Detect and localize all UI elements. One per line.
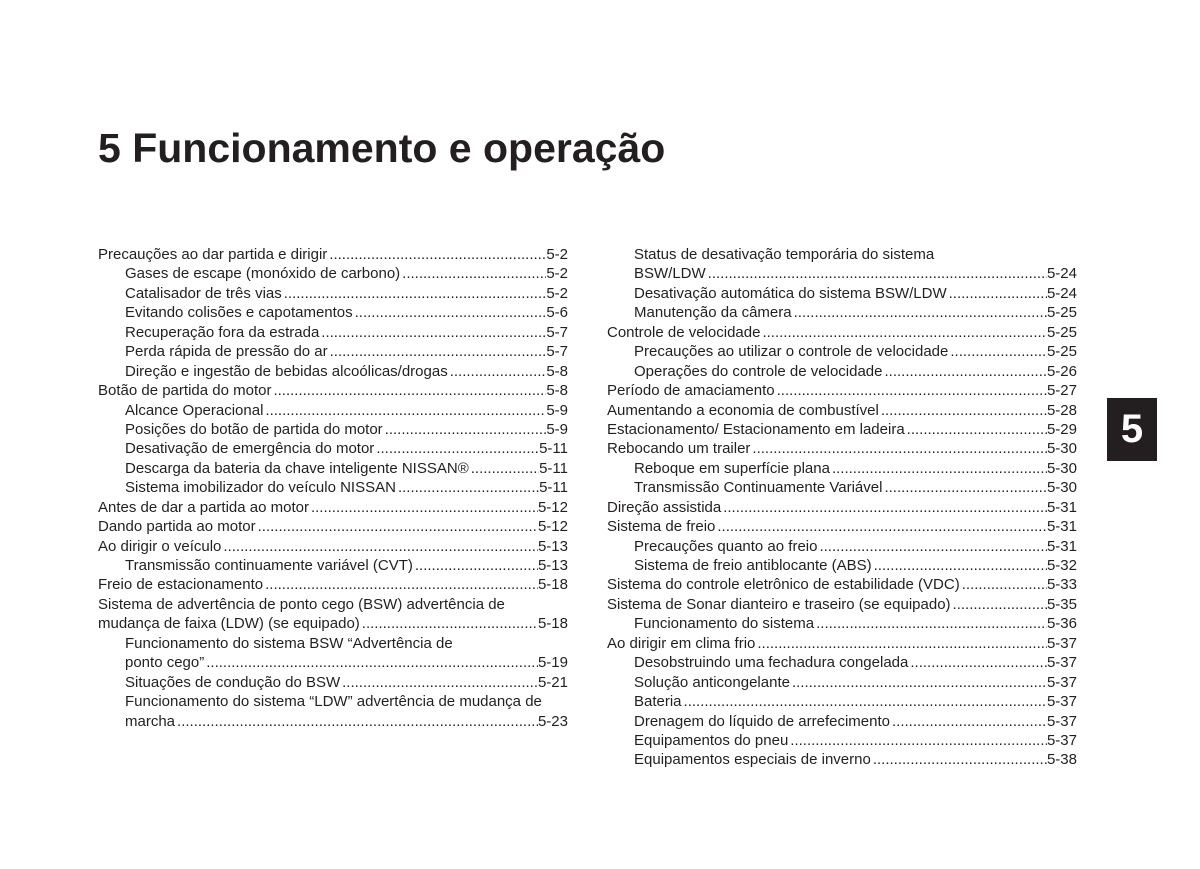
toc-dot-leader — [282, 284, 547, 303]
toc-page-number: 5-19 — [537, 654, 568, 672]
toc-entry — [607, 401, 1077, 420]
toc-entry-title: Direção assistida — [607, 498, 722, 516]
toc-page-number: 5-29 — [1046, 420, 1077, 438]
toc-page-number: 5-7 — [546, 343, 568, 361]
toc-entry-title: Evitando colisões e capotamentos — [125, 304, 353, 322]
toc-entry-title: Sistema de freio antiblocante (ABS) — [634, 557, 872, 574]
toc-entry — [98, 420, 568, 439]
toc-entry-title: Sistema imobilizador do veículo NISSAN — [125, 479, 396, 497]
toc-entry-title: Equipamentos do pneu — [634, 731, 789, 749]
toc-entry-title: Drenagem do líquido de arrefecimento — [634, 712, 890, 730]
toc-dot-leader — [788, 731, 1047, 750]
toc-entry — [607, 323, 1077, 342]
toc-dot-leader — [750, 439, 1047, 458]
chapter-tab: 5 — [1107, 398, 1157, 461]
toc-entry-title: Ao dirigir o veículo — [98, 537, 222, 555]
toc-page-number: 5-25 — [1046, 343, 1077, 361]
toc-entry-title: Direção e ingestão de bebidas alcoólicas/drogas — [125, 362, 448, 380]
toc-dot-leader — [340, 673, 538, 692]
toc-entry — [98, 634, 568, 653]
toc-entry-title: Desativação de emergência do motor — [125, 440, 375, 458]
toc-entry — [607, 556, 1077, 575]
toc-page-number: 5-12 — [537, 518, 568, 536]
toc-entry — [98, 342, 568, 361]
toc-entry-title: Reboque em superfície plana — [634, 459, 830, 477]
toc-entry — [607, 595, 1077, 614]
toc-entry — [607, 634, 1077, 653]
toc-entry — [98, 537, 568, 556]
toc-entry-title: Alcance Operacional — [125, 401, 264, 419]
toc-entry — [607, 439, 1077, 458]
toc-page-number: 5-37 — [1046, 693, 1077, 711]
toc-entry-title: BSW/LDW — [634, 265, 706, 283]
toc-dot-leader — [383, 420, 547, 439]
toc-column-right — [607, 245, 1077, 770]
toc-entry — [98, 498, 568, 517]
toc-page-number: 5-7 — [546, 323, 568, 341]
toc-entry — [607, 731, 1077, 750]
toc-entry — [98, 362, 568, 381]
toc-page-number: 5-12 — [537, 498, 568, 516]
toc-dot-leader — [908, 653, 1047, 672]
toc-entry — [98, 245, 568, 264]
toc-page-number: 5-31 — [1046, 518, 1077, 536]
toc-dot-leader — [328, 342, 547, 361]
toc-page-number: 5-37 — [1046, 634, 1077, 652]
toc-entry — [607, 673, 1077, 692]
toc-page-number: 5-11 — [539, 479, 568, 497]
toc-dot-leader — [448, 362, 547, 381]
toc-page-number: 5-9 — [546, 401, 568, 419]
toc-page-number: 5-37 — [1046, 712, 1077, 730]
toc-page-number: 5-21 — [537, 673, 568, 691]
toc-entry-title: Transmissão continuamente variável (CVT) — [125, 557, 413, 574]
toc-entry — [98, 401, 568, 420]
toc-dot-leader — [905, 420, 1047, 439]
toc-page-number: 5-8 — [546, 362, 568, 380]
toc-dot-leader — [271, 381, 546, 400]
toc-page-number: 5-36 — [1046, 615, 1077, 633]
toc-dot-leader — [263, 575, 538, 594]
toc-entry — [607, 420, 1077, 439]
toc-page-number: 5-32 — [1046, 557, 1077, 574]
toc-page-number: 5-2 — [546, 246, 568, 263]
toc-page-number: 5-31 — [1046, 537, 1077, 555]
toc-entry-title: Catalisador de três vias — [125, 284, 282, 302]
toc-dot-leader — [175, 712, 538, 731]
toc-entry — [607, 362, 1077, 381]
toc-entry — [98, 595, 568, 614]
toc-page-number: 5-24 — [1046, 265, 1077, 283]
toc-entry — [607, 284, 1077, 303]
toc-dot-leader — [682, 692, 1047, 711]
toc-page-number: 5-13 — [537, 537, 568, 555]
toc-entry-title: Freio de estacionamento — [98, 576, 264, 594]
toc-page-number: 5-11 — [539, 440, 568, 458]
toc-entry-title: Sistema do controle eletrônico de estabilidade (VDC) — [607, 576, 960, 594]
toc-entry-title: Funcionamento do sistema — [634, 615, 815, 633]
toc-entry-title: Descarga da bateria da chave inteligente NISSAN® — [125, 459, 469, 477]
toc-entry-title: Estacionamento/ Estacionamento em ladeira — [607, 420, 905, 438]
toc-entry — [607, 692, 1077, 711]
toc-page-number: 5-18 — [537, 576, 568, 594]
toc-entry-title: Posições do botão de partida do motor — [125, 420, 383, 438]
toc-dot-leader — [413, 556, 538, 575]
toc-entry — [607, 653, 1077, 672]
toc-entry-title: ponto cego” — [125, 654, 205, 672]
toc-entry-title: Aumentando a economia de combustível — [607, 401, 879, 419]
toc-page-number: 5-18 — [537, 615, 568, 633]
toc-entry — [607, 245, 1077, 264]
toc-entry-title: Sistema de advertência de ponto cego (BSW) advertência de — [98, 595, 505, 613]
toc-entry — [607, 303, 1077, 322]
toc-entry — [607, 712, 1077, 731]
toc-entry — [607, 381, 1077, 400]
toc-page-number: 5-33 — [1046, 576, 1077, 594]
toc-dot-leader — [715, 517, 1047, 536]
toc-page-number: 5-37 — [1046, 673, 1077, 691]
toc-column-left — [98, 245, 568, 731]
toc-entry — [98, 381, 568, 400]
toc-entry — [98, 712, 568, 731]
toc-dot-leader — [814, 614, 1047, 633]
toc-dot-leader — [792, 303, 1047, 322]
toc-entry — [607, 478, 1077, 497]
toc-entry — [607, 264, 1077, 283]
toc-page-number: 5-9 — [546, 420, 568, 438]
toc-entry — [98, 653, 568, 672]
toc-page-number: 5-30 — [1046, 479, 1077, 497]
toc-dot-leader — [374, 439, 539, 458]
toc-entry-title: Desativação automática do sistema BSW/LDW — [634, 284, 947, 302]
toc-entry-title: marcha — [125, 712, 176, 730]
toc-entry-title: mudança de faixa (LDW) (se equipado) — [98, 615, 360, 633]
toc-dot-leader — [204, 653, 538, 672]
toc-page-number: 5-31 — [1046, 498, 1077, 516]
toc-entry-title: Bateria — [634, 693, 682, 711]
toc-entry — [607, 342, 1077, 361]
toc-dot-leader — [883, 362, 1047, 381]
toc-entry-title: Sistema de freio — [607, 518, 716, 536]
toc-entry-title: Transmissão Continuamente Variável — [634, 479, 883, 497]
toc-entry — [98, 673, 568, 692]
toc-entry-title: Período de amaciamento — [607, 382, 775, 400]
toc-entry — [98, 439, 568, 458]
toc-entry-title: Precauções quanto ao freio — [634, 537, 818, 555]
toc-dot-leader — [871, 750, 1047, 769]
toc-page-number: 5-6 — [546, 304, 568, 322]
toc-page-number: 5-30 — [1046, 440, 1077, 458]
toc-dot-leader — [960, 575, 1047, 594]
toc-dot-leader — [755, 634, 1047, 653]
toc-dot-leader — [721, 498, 1047, 517]
toc-entry-title: Desobstruindo uma fechadura congelada — [634, 654, 909, 672]
toc-page-number: 5-8 — [546, 382, 568, 400]
toc-page-number: 5-11 — [539, 459, 568, 477]
toc-entry — [98, 478, 568, 497]
toc-entry — [607, 459, 1077, 478]
toc-entry-title: Funcionamento do sistema “LDW” advertência de mudança de — [125, 693, 542, 711]
toc-entry-title: Status de desativação temporária do sistema — [634, 246, 935, 263]
toc-entry-title: Operações do controle de velocidade — [634, 362, 883, 380]
toc-page-number: 5-37 — [1046, 731, 1077, 749]
toc-dot-leader — [400, 264, 546, 283]
toc-page-number: 5-35 — [1046, 595, 1077, 613]
toc-entry — [607, 575, 1077, 594]
toc-dot-leader — [882, 478, 1047, 497]
toc-entry — [607, 614, 1077, 633]
toc-entry — [98, 459, 568, 478]
toc-page-number: 5-25 — [1046, 304, 1077, 322]
toc-entry-title: Sistema de Sonar dianteiro e traseiro (se equipado) — [607, 595, 951, 613]
toc-page-number: 5-27 — [1046, 382, 1077, 400]
toc-dot-leader — [309, 498, 538, 517]
toc-page-number: 5-30 — [1046, 459, 1077, 477]
toc-entry-title: Situações de condução do BSW — [125, 673, 341, 691]
toc-page-number: 5-23 — [537, 712, 568, 730]
toc-entry — [98, 575, 568, 594]
toc-entry-title: Precauções ao utilizar o controle de velocidade — [634, 343, 949, 361]
toc-dot-leader — [319, 323, 546, 342]
toc-entry — [98, 284, 568, 303]
toc-entry-title: Dando partida ao motor — [98, 518, 256, 536]
toc-entry-title: Precauções ao dar partida e dirigir — [98, 246, 328, 263]
toc-dot-leader — [872, 556, 1047, 575]
toc-entry — [98, 323, 568, 342]
toc-entry-title: Antes de dar a partida ao motor — [98, 498, 309, 516]
toc-entry — [607, 498, 1077, 517]
toc-dot-leader — [221, 537, 538, 556]
toc-dot-leader — [830, 459, 1047, 478]
toc-entry — [607, 537, 1077, 556]
toc-entry — [98, 517, 568, 536]
toc-entry-title: Equipamentos especiais de inverno — [634, 751, 871, 769]
toc-dot-leader — [760, 323, 1047, 342]
toc-entry-title: Rebocando um trailer — [607, 440, 751, 458]
toc-dot-leader — [263, 401, 546, 420]
toc-dot-leader — [790, 673, 1047, 692]
toc-dot-leader — [890, 712, 1047, 731]
toc-dot-leader — [947, 284, 1047, 303]
toc-entry — [98, 264, 568, 283]
toc-dot-leader — [256, 517, 538, 536]
toc-entry — [98, 692, 568, 711]
toc-entry — [98, 556, 568, 575]
toc-entry-title: Manutenção da câmera — [634, 304, 792, 322]
toc-dot-leader — [775, 381, 1047, 400]
toc-dot-leader — [879, 401, 1047, 420]
toc-dot-leader — [353, 303, 547, 322]
toc-dot-leader — [706, 264, 1047, 283]
toc-entry-title: Recuperação fora da estrada — [125, 323, 320, 341]
toc-entry — [98, 303, 568, 322]
toc-dot-leader — [951, 595, 1047, 614]
toc-entry — [607, 750, 1077, 769]
toc-dot-leader — [469, 459, 539, 478]
toc-page-number: 5-37 — [1046, 654, 1077, 672]
toc-dot-leader — [396, 478, 539, 497]
toc-entry-title: Gases de escape (monóxido de carbono) — [125, 265, 401, 283]
toc-page-number: 5-2 — [546, 265, 568, 283]
toc-page-number: 5-2 — [546, 284, 568, 302]
toc-entry-title: Controle de velocidade — [607, 323, 761, 341]
toc-page-number: 5-13 — [537, 557, 568, 574]
toc-entry — [98, 614, 568, 633]
toc-entry-title: Botão de partida do motor — [98, 382, 272, 400]
toc-page-number: 5-24 — [1046, 284, 1077, 302]
toc-dot-leader — [948, 342, 1047, 361]
toc-page-number: 5-26 — [1046, 362, 1077, 380]
toc-dot-leader — [327, 245, 546, 264]
toc-page-number: 5-25 — [1046, 323, 1077, 341]
toc-entry-title: Funcionamento do sistema BSW “Advertência de — [125, 634, 453, 652]
toc-dot-leader — [817, 537, 1047, 556]
toc-entry-title: Solução anticongelante — [634, 673, 790, 691]
toc-dot-leader — [360, 614, 538, 633]
toc-entry-title: Ao dirigir em clima frio — [607, 634, 756, 652]
chapter-title: 5 Funcionamento e operação — [98, 125, 666, 171]
toc-entry — [607, 517, 1077, 536]
toc-page-number: 5-28 — [1046, 401, 1077, 419]
toc-page-number: 5-38 — [1046, 751, 1077, 769]
toc-entry-title: Perda rápida de pressão do ar — [125, 343, 328, 361]
